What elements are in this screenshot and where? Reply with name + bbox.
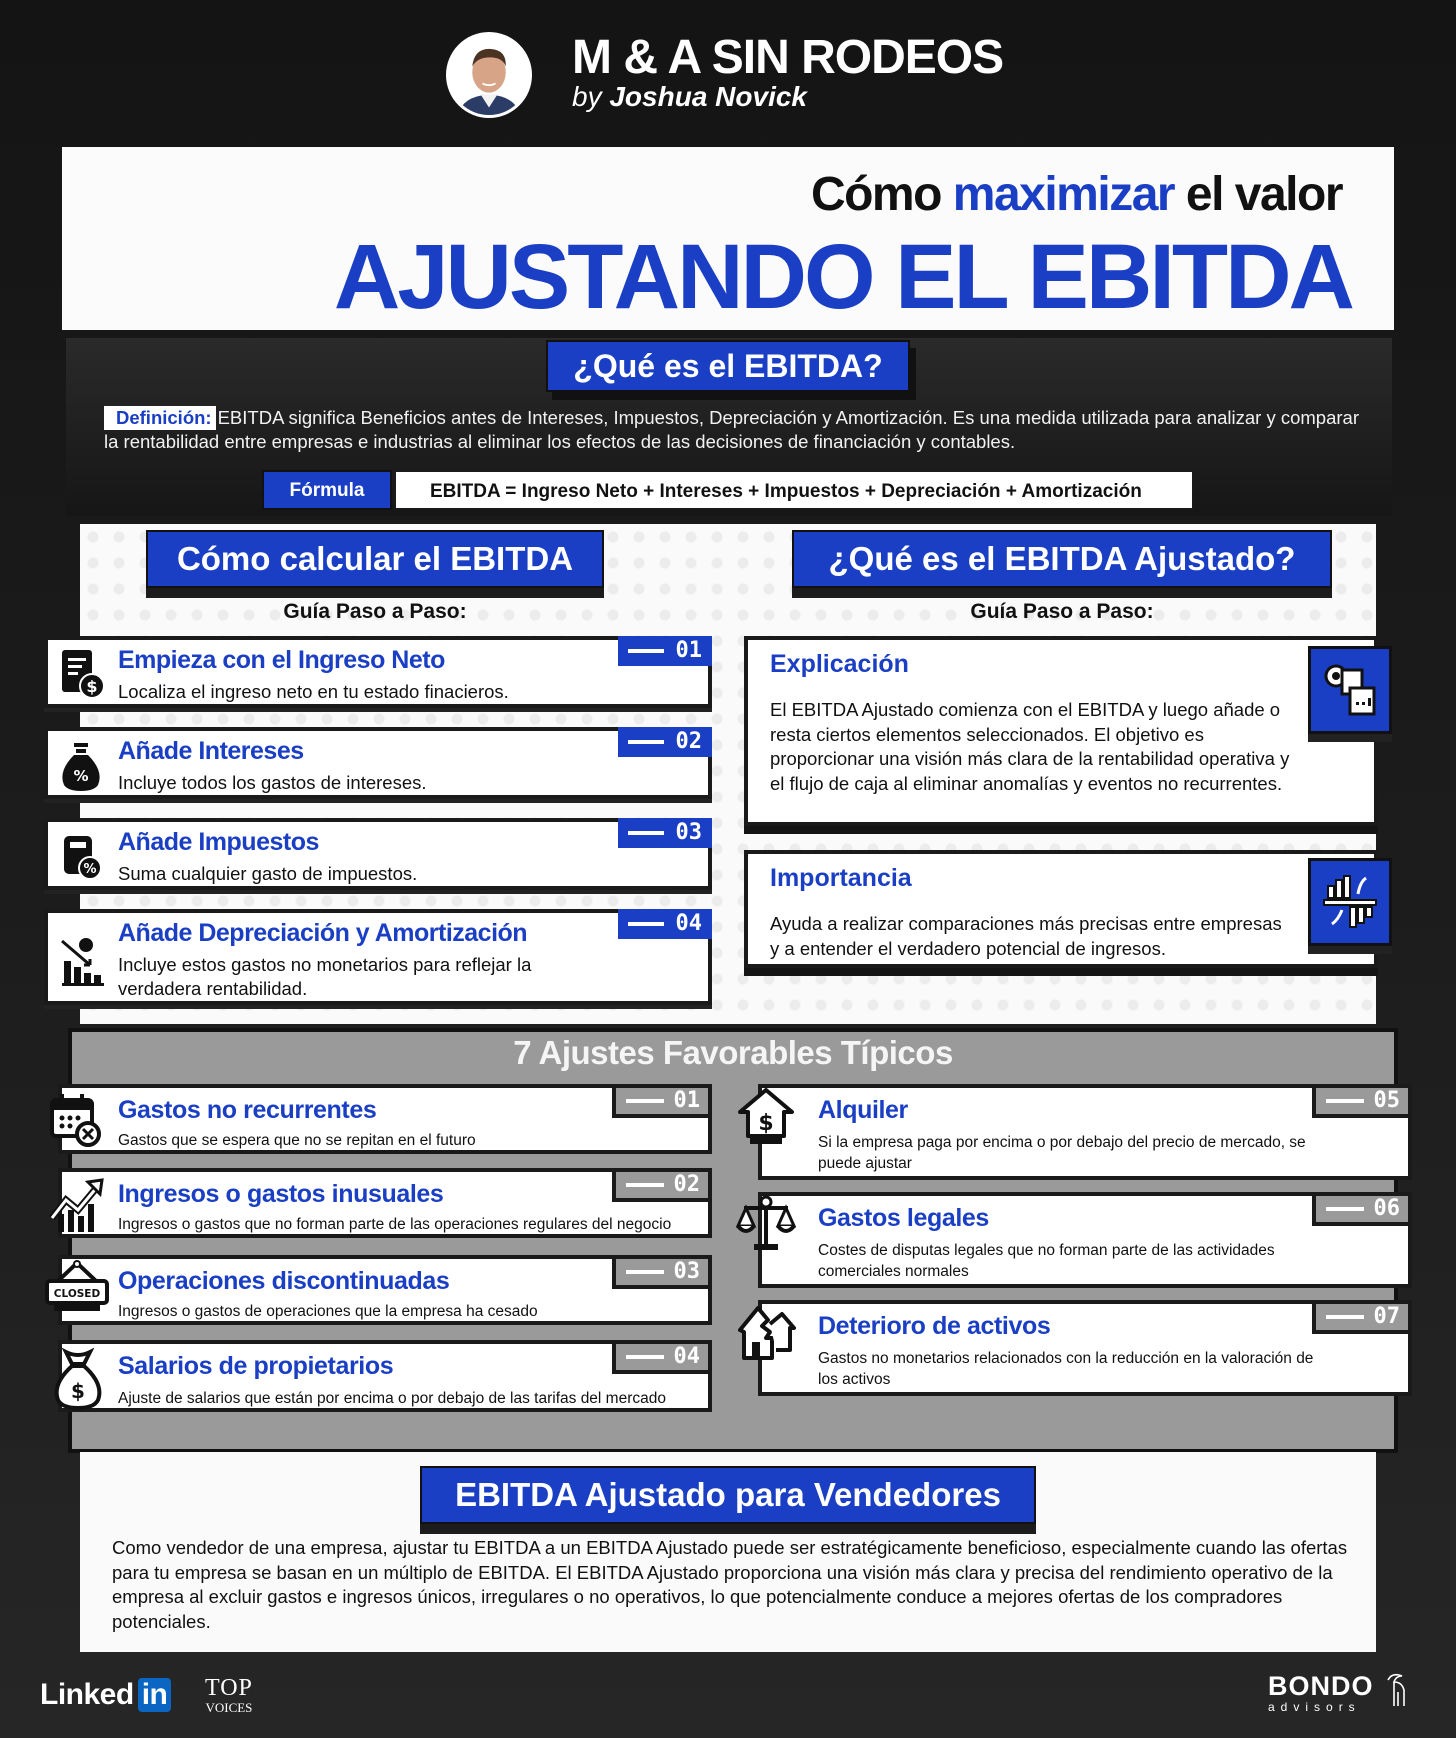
svg-text:$: $: [71, 1379, 85, 1403]
scales-icon: [736, 1194, 796, 1258]
calc-ebitda-title: Cómo calcular el EBITDA: [146, 530, 604, 588]
bondo-text: BONDO: [1268, 1671, 1374, 1701]
formula: EBITDA = Ingreso Neto + Intereses + Impuestos + Depreciación + Amortización: [394, 470, 1194, 510]
calendar-cancel-icon: [48, 1090, 108, 1154]
importance-title: Importancia: [770, 864, 912, 892]
adjustment-desc: Ingresos o gastos que no forman parte de las operaciones regulares del negocio: [118, 1216, 672, 1233]
formula-label: Fórmula: [262, 470, 392, 510]
brand-by: by: [572, 81, 602, 112]
compare-charts-icon: [1308, 858, 1392, 946]
adjustment-title: Alquiler: [818, 1096, 908, 1124]
importance-desc: Ayuda a realizar comparaciones más precisas entre empresas y a entender el verdadero potencial de ingresos.: [770, 913, 1282, 959]
adjustment-title: Operaciones discontinuadas: [118, 1267, 450, 1295]
step-desc: Incluye todos los gastos de intereses.: [118, 772, 427, 793]
linkedin-text: Linked: [40, 1678, 134, 1711]
definition-text: EBITDA significa Beneficios antes de Intereses, Impuestos, Depreciación y Amortización. Es una medida utilizada para analizar y comparar la rentabilidad entre empresas e industrias al eliminar los efectos de las decisiones de financiación y contables.: [104, 407, 1359, 452]
importance-card: [744, 850, 1378, 968]
adjustment-card-4: [58, 1340, 712, 1412]
step-number: 01: [618, 636, 712, 666]
broken-house-icon: [736, 1302, 796, 1366]
adjustment-title: Salarios de propietarios: [118, 1352, 394, 1380]
hero-subtitle: [811, 167, 1342, 222]
step-number: 04: [618, 909, 712, 939]
hero-text-accent: maximizar: [952, 168, 1175, 221]
author-photo-icon: [449, 35, 529, 115]
goat-icon: [1384, 1672, 1410, 1708]
explanation-title: Explicación: [770, 650, 909, 678]
linkedin-in-icon: in: [138, 1678, 172, 1712]
adjustment-title: Deterioro de activos: [818, 1312, 1051, 1340]
adjustment-number: 07: [1312, 1300, 1412, 1334]
step-title: Empieza con el Ingreso Neto: [118, 646, 445, 674]
adjustment-number: 02: [612, 1168, 712, 1202]
svg-text:%: %: [73, 767, 89, 785]
money-bag-dollar-icon: [48, 1348, 108, 1412]
adjustments-title: 7 Ajustes Favorables Típicos: [513, 1034, 953, 1071]
adjustment-desc: Costes de disputas legales que no forman parte de las actividades comerciales normales: [818, 1242, 1275, 1280]
author-avatar: [446, 32, 532, 118]
money-bag-percent-icon: [60, 741, 106, 793]
adjustment-desc: Ingresos o gastos de operaciones que la empresa ha cesado: [118, 1303, 538, 1320]
step-desc: Incluye estos gastos no monetarios para reflejar la verdadera rentabilidad.: [118, 954, 532, 999]
definition-label: Definición:: [104, 406, 216, 430]
top-voices-badge: [205, 1676, 253, 1716]
settings-document-icon: [1308, 646, 1392, 734]
step-title: Añade Intereses: [118, 737, 304, 765]
adjustment-card-7: [758, 1300, 1412, 1396]
adjustment-desc: Gastos que se espera que no se repitan en el futuro: [118, 1132, 476, 1149]
top-voices-top: TOP: [205, 1675, 253, 1701]
growth-chart-icon: [48, 1174, 108, 1238]
calc-guide-label: Guía Paso a Paso:: [283, 600, 467, 623]
brand-title: M & A SIN RODEOS: [572, 31, 1004, 84]
document-dollar-icon: [60, 648, 106, 700]
adjustment-card-2: [58, 1168, 712, 1238]
hero-banner: [62, 147, 1394, 330]
top-voices-voices: VOICES: [205, 1700, 253, 1715]
step-number: 02: [618, 727, 712, 757]
step-card-3: [44, 818, 712, 890]
adjustment-number: 06: [1312, 1192, 1412, 1226]
bondo-advisors-logo: [1268, 1672, 1374, 1714]
adjustment-number: 03: [612, 1255, 712, 1289]
what-is-ebitda-title: ¿Qué es el EBITDA?: [546, 340, 910, 392]
step-desc: Localiza el ingreso neto en tu estado finacieros.: [118, 681, 509, 702]
step-number: 03: [618, 818, 712, 848]
step-title: Añade Impuestos: [118, 828, 319, 856]
advisors-text: advisors: [1268, 1700, 1361, 1714]
step-title: Añade Depreciación y Amortización: [118, 919, 528, 947]
brand-subtitle: [572, 80, 807, 114]
adjustment-card-1: [58, 1084, 712, 1154]
adjustment-card-5: [758, 1084, 1412, 1180]
step-card-2: [44, 727, 712, 799]
linkedin-logo: [40, 1678, 171, 1712]
explanation-card: [744, 636, 1378, 826]
tax-calculator-icon: [60, 832, 106, 884]
adjustment-title: Gastos legales: [818, 1204, 989, 1232]
adjustment-title: Gastos no recurrentes: [118, 1096, 377, 1124]
adjustment-desc: Gastos no monetarios relacionados con la reducción en la valoración de los activos: [818, 1350, 1314, 1388]
adjustment-number: 05: [1312, 1084, 1412, 1118]
step-card-1: [44, 636, 712, 708]
sellers-text: Como vendedor de una empresa, ajustar tu EBITDA a un EBITDA Ajustado puede ser estratégicamente beneficioso, especialmente cuando las ofertas para tu empresa se basan en un múltiplo de EBITDA. El EBITDA Ajustado proporciona una visión más clara y precisa del rendimiento operativo de la empresa al excluir gastos e ingresos únicos, irregulares o no operativos, lo que potencialmente conduce a mejores ofertas de los compradores potenciales.: [112, 1537, 1348, 1632]
adjustment-desc: Si la empresa paga por encima o por debajo del precio de mercado, se puede ajustar: [818, 1134, 1306, 1172]
hero-title: AJUSTANDO EL EBITDA: [333, 226, 1352, 328]
svg-text:$: $: [758, 1111, 774, 1136]
svg-text:%: %: [83, 862, 97, 877]
adjusted-ebitda-title: ¿Qué es el EBITDA Ajustado?: [792, 530, 1332, 588]
hero-text-pre: Cómo: [810, 168, 941, 221]
adjustment-card-3: [53, 1255, 712, 1325]
adjusted-guide-label: Guía Paso a Paso:: [970, 600, 1154, 623]
hero-text-post: el valor: [1185, 168, 1342, 221]
step-card-4: [44, 909, 712, 1005]
adjustment-title: Ingresos o gastos inusuales: [118, 1180, 444, 1208]
author-name: Joshua Novick: [609, 81, 807, 112]
house-dollar-icon: [736, 1086, 796, 1150]
adjustment-number: 01: [612, 1084, 712, 1118]
closed-sign-icon: [44, 1259, 110, 1323]
adjustment-number: 04: [612, 1340, 712, 1374]
sellers-title: EBITDA Ajustado para Vendedores: [420, 1466, 1036, 1524]
svg-text:CLOSED: CLOSED: [53, 1288, 101, 1300]
adjustment-card-6: [758, 1192, 1412, 1288]
declining-chart-icon: [60, 935, 106, 987]
adjustment-desc: Ajuste de salarios que están por encima o por debajo de las tarifas del mercado: [118, 1390, 666, 1407]
explanation-desc: El EBITDA Ajustado comienza con el EBITDA y luego añade o resta ciertos elementos seleccionados. El objetivo es proporcionar una visión más clara de la rentabilidad operativa y el flujo de caja al eliminar anomalías y eventos no recurrentes.: [770, 699, 1290, 794]
step-desc: Suma cualquier gasto de impuestos.: [118, 863, 418, 884]
svg-text:$: $: [86, 677, 98, 696]
definition: [104, 406, 1364, 454]
